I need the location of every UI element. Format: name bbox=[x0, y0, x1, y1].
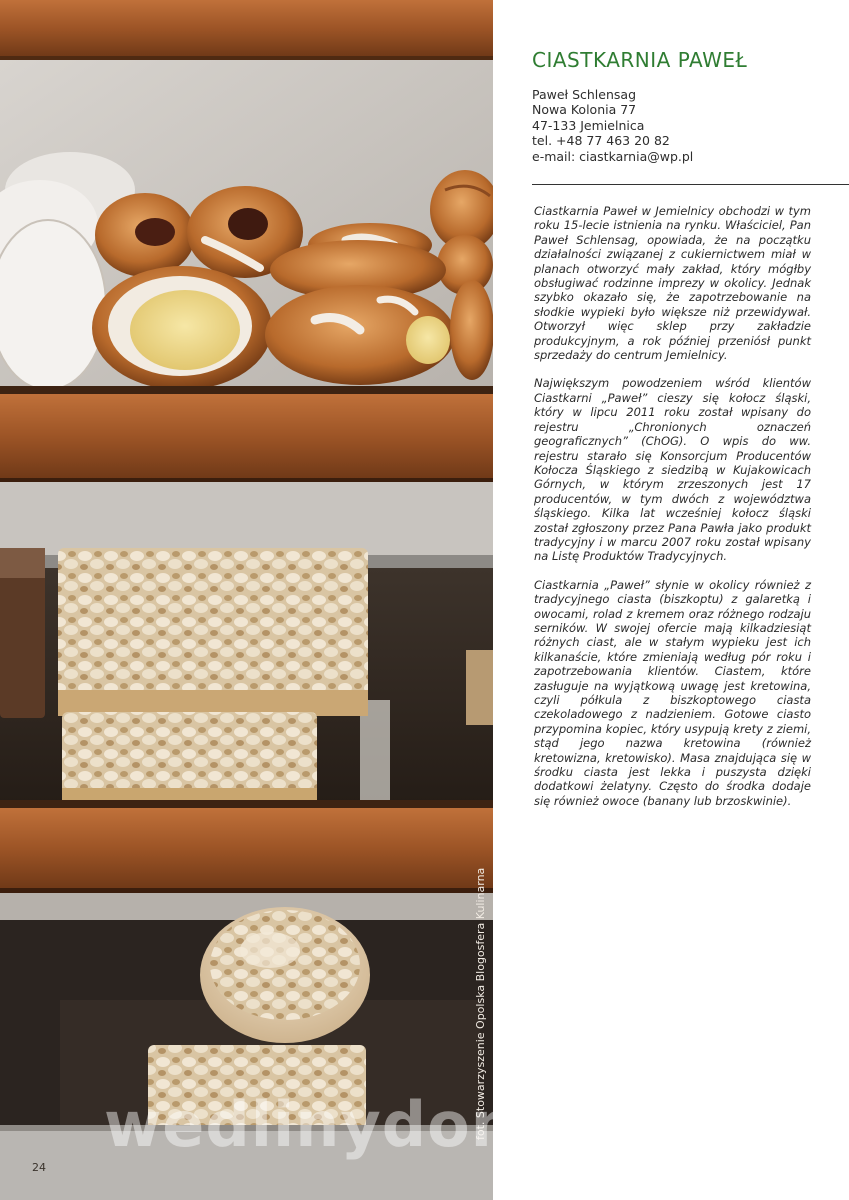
section-divider bbox=[532, 184, 849, 185]
article-body bbox=[534, 204, 811, 822]
article-paragraph: Największym powodzeniem wśród klientów Ciastkarni „Paweł” cieszy się kołocz śląski, który w lipcu 2011 roku został wpisany do rejestru „Chronionych oznaczeń geograficznych” (ChOG). O wpis do ww. rejestru starało się Konsorcjum Producentów Kołocza Śląskiego z siedzibą w Kujakowicach Górnych, w którym zrzeszonych jest 17 producentów, w tym dwóch z województwa śląskiego. Kilka lat wcześniej kołocz śląski został zgłoszony przez Pana Pawła jako produkt tradycyjny i w marcu 2007 roku został wpisany na Listę Produktów Tradycyjnych. bbox=[534, 376, 811, 564]
contact-city: 47-133 Jemielnica bbox=[532, 117, 645, 133]
photo-credit: fot. Stowarzyszenie Opolska Blogosfera Kulinarna bbox=[474, 867, 487, 1140]
page-number: 24 bbox=[32, 1161, 46, 1174]
contact-phone: tel. +48 77 463 20 82 bbox=[532, 133, 670, 149]
contact-email: e-mail: ciastkarnia@wp.pl bbox=[532, 148, 694, 164]
watermark: wedlinydomowe.pl bbox=[104, 1088, 774, 1161]
contact-street: Nowa Kolonia 77 bbox=[532, 102, 637, 118]
contact-name: Paweł Schlensag bbox=[532, 87, 636, 102]
contact-block bbox=[532, 48, 812, 164]
article-paragraph: Ciastkarnia Paweł w Jemielnicy obchodzi w tym roku 15-lecie istnienia na rynku. Właściciel, Pan Paweł Schlensag, opowiada, że na początku działalności związanej z cukiernictwem miał w planach otworzyć mały zakład, który mógłby obsługiwać rodzinne imprezy w okolicy. Jednak szybko okazało się, że zapotrzebowanie na słodkie wypieki było większe niż przewidywał. Otworzył więc sklep przy zakładzie produkcyjnym, a rok później przeniósł punkt sprzedaży do centrum Jemielnicy. bbox=[534, 204, 811, 363]
page-title: CIASTKARNIA PAWEŁ bbox=[532, 48, 748, 72]
article-paragraph: Ciastkarnia „Paweł” słynie w okolicy również z tradycyjnego ciasta (biszkoptu) z galaretką i owocami, rolad z kremem oraz różnego rodzaju serników. W swojej ofercie mają kilkadziesiąt różnych ciast, ale w stałym wypieku jest ich kilkanaście, które zmieniają według pór roku i zapotrzebowania klientów. Ciastem, które zasługuje na wyjątkową uwagę jest kretowina, czyli półkula z biszkoptowego ciasta czekoladowego z nadzieniem. Gotowe ciasto przypomina kopiec, który usypują krety z ziemi, stąd jego nazwa kretowina (również kretowizna, kretowisko). Masa znajdująca się w środku ciasta jest lekka i puszysta dzięki dodatkowi żelatyny. Często do środka dodaje się również owoce (banany lub brzoskwinie). bbox=[534, 577, 811, 808]
contact-details bbox=[532, 87, 812, 164]
